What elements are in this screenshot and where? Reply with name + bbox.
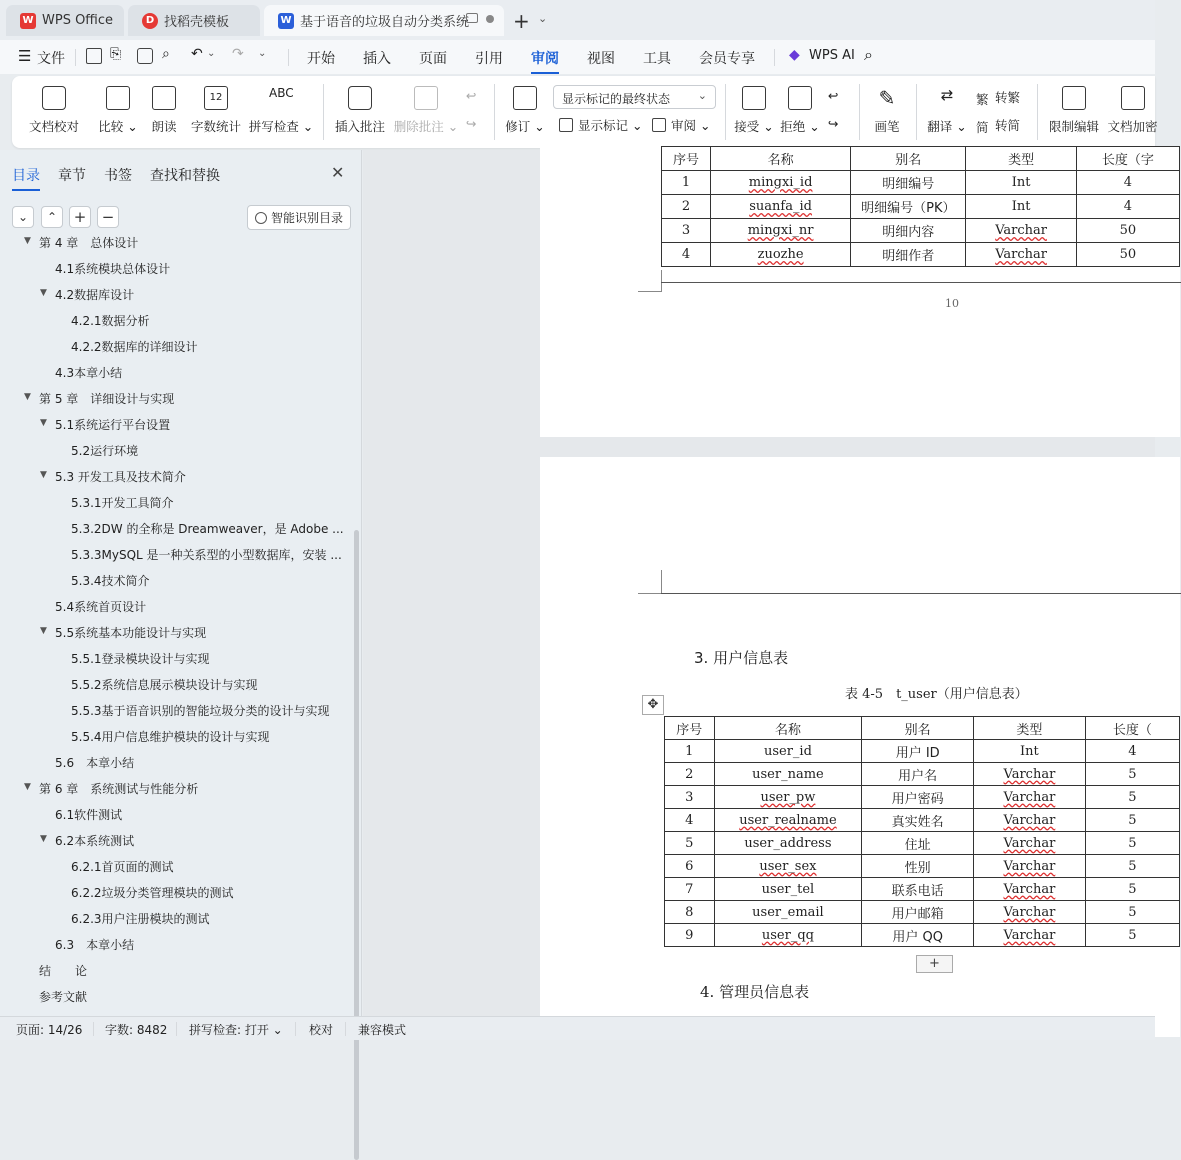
table-cell[interactable]: 50 bbox=[1076, 219, 1179, 243]
toc-item[interactable] bbox=[0, 983, 345, 1009]
export-icon[interactable]: ⎘ bbox=[110, 46, 122, 62]
toc-item-label: 6.2本系统测试 bbox=[55, 834, 135, 848]
table-cell[interactable]: 5 bbox=[1085, 786, 1179, 809]
table-move-handle-icon[interactable]: ✥ bbox=[642, 695, 664, 715]
toc-item[interactable] bbox=[0, 281, 345, 307]
tab-label: 找稻壳模板 bbox=[164, 15, 230, 30]
table-row bbox=[662, 195, 1180, 219]
table-row bbox=[662, 243, 1180, 267]
wps-logo-icon: W bbox=[20, 13, 36, 29]
table-cell[interactable]: Int bbox=[966, 171, 1076, 195]
proofread-icon bbox=[42, 86, 66, 110]
table-cell[interactable]: 明细编号 bbox=[851, 171, 966, 195]
previous-change-icon[interactable]: ↩ bbox=[828, 88, 839, 103]
table-cell[interactable]: Varchar bbox=[966, 219, 1076, 243]
status-bar bbox=[0, 1016, 1155, 1040]
reject-icon bbox=[788, 86, 812, 110]
toc-item-label: 5.4系统首页设计 bbox=[55, 600, 147, 614]
header-line bbox=[661, 593, 1181, 594]
chevron-down-icon: ⌄ bbox=[697, 89, 707, 102]
comment-add-icon bbox=[348, 86, 372, 110]
table-cell[interactable]: 3 bbox=[662, 219, 711, 243]
toc-item-label: 5.2运行环境 bbox=[71, 444, 139, 458]
menu-bar bbox=[0, 40, 1155, 74]
tab-bar bbox=[0, 0, 1155, 40]
table-header-row bbox=[665, 717, 1180, 740]
table-cell[interactable]: Varchar bbox=[974, 924, 1086, 947]
table-row bbox=[662, 219, 1180, 243]
table-cell[interactable]: 4 bbox=[665, 809, 715, 832]
toc-item-label: 5.1系统运行平台设置 bbox=[55, 418, 171, 432]
spell-check-icon: ABC bbox=[269, 86, 294, 100]
toc-item[interactable] bbox=[0, 567, 345, 593]
column-header[interactable]: 别名 bbox=[862, 717, 974, 740]
table-cell[interactable]: Varchar bbox=[974, 901, 1086, 924]
expand-arrow-icon[interactable]: ▼ bbox=[40, 418, 47, 428]
to-traditional-button[interactable]: 繁 转繁 bbox=[976, 90, 1021, 107]
table-cell[interactable]: 1 bbox=[665, 740, 715, 763]
restrict-editing-icon bbox=[1062, 86, 1086, 110]
doc-proofread-button[interactable]: 文档校对 bbox=[28, 76, 80, 148]
tab-toc[interactable]: 目录 bbox=[12, 165, 40, 185]
expand-arrow-icon[interactable]: ▼ bbox=[40, 626, 47, 636]
toc-item[interactable] bbox=[0, 307, 345, 333]
table-cell[interactable]: 真实姓名 bbox=[862, 809, 974, 832]
table-caption: 表 4-5 t_user（用户信息表） bbox=[845, 687, 1028, 702]
save-icon[interactable] bbox=[86, 48, 102, 64]
tab-label: 基于语音的垃圾自动分类系统 bbox=[300, 15, 470, 30]
translate-button[interactable]: ⇄ 翻译 ⌄ bbox=[927, 86, 967, 134]
spell-check-status[interactable]: 拼写检查: 打开 ⌄ bbox=[189, 1023, 283, 1037]
smart-toc-button[interactable]: 智能识别目录 bbox=[247, 205, 351, 230]
print-preview-icon[interactable]: ⌕ bbox=[162, 46, 170, 62]
table-cell[interactable]: 用户邮箱 bbox=[862, 901, 974, 924]
toc-item-label: 5.5.1登录模块设计与实现 bbox=[71, 652, 210, 666]
table-cell[interactable]: Varchar bbox=[974, 786, 1086, 809]
add-heading-icon[interactable]: + bbox=[69, 206, 91, 228]
table-cell[interactable]: user_email bbox=[714, 901, 862, 924]
table-cell[interactable]: user_realname bbox=[714, 809, 862, 832]
table-cell[interactable]: user_qq bbox=[714, 924, 862, 947]
table-cell[interactable]: mingxi_id bbox=[711, 171, 851, 195]
table-row bbox=[665, 763, 1180, 786]
read-aloud-button[interactable]: 朗读 bbox=[149, 76, 179, 148]
word-count[interactable]: 字数: 8482 bbox=[105, 1023, 168, 1037]
expand-arrow-icon[interactable]: ▼ bbox=[40, 288, 47, 298]
toc-list bbox=[0, 236, 355, 1016]
toc-item-label: 参考文献 bbox=[39, 990, 88, 1004]
toc-item[interactable] bbox=[0, 437, 345, 463]
toc-item[interactable] bbox=[0, 619, 345, 645]
doc-encrypt-icon bbox=[1121, 86, 1145, 110]
search-icon[interactable]: ⌕ bbox=[864, 45, 873, 64]
accept-button[interactable]: 接受 ⌄ bbox=[735, 76, 773, 148]
table-cell[interactable]: 2 bbox=[662, 195, 711, 219]
table-cell[interactable]: 5 bbox=[1085, 763, 1179, 786]
table-cell[interactable]: Varchar bbox=[974, 878, 1086, 901]
hamburger-icon[interactable]: ☰ bbox=[18, 47, 32, 65]
comment-delete-icon bbox=[414, 86, 438, 110]
toc-item-label: 6.3 本章小结 bbox=[55, 938, 135, 952]
table-cell[interactable]: zuozhe bbox=[711, 243, 851, 267]
column-header[interactable]: 长度（字 bbox=[1076, 147, 1179, 171]
simplified-icon: 简 bbox=[976, 120, 989, 135]
column-header[interactable]: 类型 bbox=[974, 717, 1086, 740]
column-header[interactable]: 序号 bbox=[662, 147, 711, 171]
table-cell[interactable]: 明细作者 bbox=[851, 243, 966, 267]
table-row bbox=[662, 171, 1180, 195]
expand-arrow-icon[interactable]: ▼ bbox=[24, 782, 31, 792]
toc-item[interactable] bbox=[0, 541, 345, 567]
toc-item[interactable] bbox=[0, 411, 345, 437]
table-cell[interactable]: 1 bbox=[662, 171, 711, 195]
table-cell[interactable]: 5 bbox=[665, 832, 715, 855]
toc-item-label: 5.3.4技术简介 bbox=[71, 574, 150, 588]
table-cell[interactable]: user_name bbox=[714, 763, 862, 786]
toc-item[interactable] bbox=[0, 957, 345, 983]
table-cell[interactable]: 2 bbox=[665, 763, 715, 786]
doc-encrypt-button[interactable]: 文档加密 bbox=[1110, 76, 1155, 148]
toc-item[interactable] bbox=[0, 905, 345, 931]
pen-icon: ✎ bbox=[878, 86, 896, 110]
review-pane-button[interactable]: 审阅 ⌄ bbox=[652, 116, 710, 134]
toc-item-label: 6.1软件测试 bbox=[55, 808, 123, 822]
toc-item[interactable] bbox=[0, 463, 345, 489]
toc-item[interactable] bbox=[0, 489, 345, 515]
section-heading: 4. 管理员信息表 bbox=[700, 983, 810, 1001]
table-cell[interactable]: suanfa_id bbox=[711, 195, 851, 219]
tab-bookmarks[interactable]: 书签 bbox=[104, 168, 132, 184]
toc-item-label: 4.2.2数据库的详细设计 bbox=[71, 340, 198, 354]
previous-comment-icon[interactable]: ↩ bbox=[466, 88, 477, 103]
redo-icon[interactable]: ↷ bbox=[232, 46, 244, 62]
table-cell[interactable]: Varchar bbox=[974, 809, 1086, 832]
section-heading: 3. 用户信息表 bbox=[694, 649, 789, 667]
accept-icon bbox=[742, 86, 766, 110]
table-cell[interactable]: 5 bbox=[1085, 901, 1179, 924]
table-cell[interactable]: 5 bbox=[1085, 878, 1179, 901]
toc-item[interactable] bbox=[0, 775, 345, 801]
monitor-icon[interactable] bbox=[466, 13, 478, 23]
menu-insert[interactable]: 插入 bbox=[363, 51, 391, 67]
toc-item-label: 5.3.1开发工具简介 bbox=[71, 496, 174, 510]
table-cell[interactable]: 住址 bbox=[862, 832, 974, 855]
table-cell[interactable]: user_pw bbox=[714, 786, 862, 809]
margin-mark bbox=[638, 270, 662, 292]
table-cell[interactable]: Varchar bbox=[966, 243, 1076, 267]
table-cell[interactable]: 明细编号（PK） bbox=[851, 195, 966, 219]
compare-icon bbox=[106, 86, 130, 110]
undo-dropdown-icon[interactable]: ⌄ bbox=[207, 48, 216, 59]
table-row bbox=[665, 924, 1180, 947]
tab-label: WPS Office bbox=[42, 13, 114, 28]
delete-comment-button[interactable]: 删除批注 ⌄ bbox=[396, 76, 456, 148]
table-row bbox=[665, 740, 1180, 763]
detail-table[interactable] bbox=[661, 146, 1180, 267]
table-cell[interactable]: 用户名 bbox=[862, 763, 974, 786]
table-cell[interactable]: 5 bbox=[1085, 924, 1179, 947]
table-row bbox=[665, 809, 1180, 832]
table-cell[interactable]: 50 bbox=[1076, 243, 1179, 267]
toc-item-label: 5.6 本章小结 bbox=[55, 756, 135, 770]
table-cell[interactable]: 9 bbox=[665, 924, 715, 947]
menu-view[interactable]: 视图 bbox=[587, 51, 615, 67]
markup-mode-select[interactable]: 显示标记的最终状态 ⌄ bbox=[553, 85, 716, 109]
toc-item[interactable] bbox=[0, 359, 345, 385]
revise-icon bbox=[513, 86, 537, 110]
compat-mode: 兼容模式 bbox=[358, 1023, 407, 1037]
writer-doc-icon: W bbox=[278, 13, 294, 29]
column-header[interactable]: 序号 bbox=[665, 717, 715, 740]
tab-wps-office[interactable] bbox=[6, 5, 124, 36]
page-previous bbox=[540, 146, 1180, 437]
margin-mark bbox=[638, 570, 662, 594]
expand-arrow-icon[interactable]: ▼ bbox=[24, 236, 31, 246]
restrict-editing-button[interactable]: 限制编辑 bbox=[1048, 76, 1100, 148]
table-row bbox=[665, 878, 1180, 901]
toc-item-label: 6.2.3用户注册模块的测试 bbox=[71, 912, 210, 926]
table-cell[interactable]: 明细内容 bbox=[851, 219, 966, 243]
table-cell[interactable]: 5 bbox=[1085, 832, 1179, 855]
menu-wps-ai[interactable]: WPS AI bbox=[809, 48, 855, 63]
expand-arrow-icon[interactable]: ▼ bbox=[40, 834, 47, 844]
toc-item-label: 5.5.2系统信息展示模块设计与实现 bbox=[71, 678, 258, 692]
column-header[interactable]: 长度（ bbox=[1085, 717, 1179, 740]
navigation-panel bbox=[0, 150, 362, 1016]
ribbon-review bbox=[12, 76, 1158, 148]
table-cell[interactable]: 4 bbox=[1076, 171, 1179, 195]
table-cell[interactable]: 4 bbox=[1076, 195, 1179, 219]
table-cell[interactable]: 4 bbox=[662, 243, 711, 267]
toc-item-label: 结 论 bbox=[39, 964, 88, 978]
unsaved-dot-icon[interactable] bbox=[486, 15, 494, 23]
column-header[interactable]: 别名 bbox=[851, 147, 966, 171]
toc-item[interactable] bbox=[0, 671, 345, 697]
table-row bbox=[665, 832, 1180, 855]
menu-page[interactable]: 页面 bbox=[419, 51, 447, 67]
toc-item[interactable] bbox=[0, 515, 345, 541]
toc-item-label: 第 6 章 系统测试与性能分析 bbox=[39, 782, 199, 796]
toc-item[interactable] bbox=[0, 801, 345, 827]
table-cell[interactable]: Varchar bbox=[974, 855, 1086, 878]
toc-item-label: 6.2.1首页面的测试 bbox=[71, 860, 174, 874]
toc-item-label: 6.2.2垃圾分类管理模块的测试 bbox=[71, 886, 234, 900]
print-icon[interactable] bbox=[137, 48, 153, 64]
to-simplified-button[interactable]: 简 转简 bbox=[976, 118, 1021, 135]
wps-ai-logo-icon: ◆ bbox=[789, 47, 800, 63]
next-change-icon[interactable]: ↪ bbox=[828, 116, 839, 131]
toc-item[interactable] bbox=[0, 879, 345, 905]
toc-item[interactable] bbox=[0, 385, 345, 411]
toc-item-label: 4.3本章小结 bbox=[55, 366, 123, 380]
tab-document[interactable] bbox=[264, 5, 504, 36]
insert-comment-button[interactable]: 插入批注 bbox=[334, 76, 386, 148]
column-header[interactable]: 名称 bbox=[714, 717, 862, 740]
close-icon[interactable]: ✕ bbox=[331, 163, 345, 182]
menu-tools[interactable]: 工具 bbox=[643, 51, 671, 67]
toc-item[interactable] bbox=[0, 697, 345, 723]
column-header[interactable]: 名称 bbox=[711, 147, 851, 171]
expand-arrow-icon[interactable]: ▼ bbox=[24, 392, 31, 402]
next-comment-icon[interactable]: ↪ bbox=[466, 116, 477, 131]
page-current bbox=[540, 457, 1180, 1037]
table-cell[interactable]: Varchar bbox=[974, 763, 1086, 786]
toc-item-label: 4.2数据库设计 bbox=[55, 288, 135, 302]
table-cell[interactable]: user_tel bbox=[714, 878, 862, 901]
show-markup-button[interactable]: 显示标记 ⌄ bbox=[559, 116, 642, 134]
tab-find-replace[interactable]: 查找和替换 bbox=[150, 168, 220, 184]
table-cell[interactable]: mingxi_nr bbox=[711, 219, 851, 243]
toc-item-label: 4.1系统模块总体设计 bbox=[55, 262, 171, 276]
table-row bbox=[665, 786, 1180, 809]
review-pane-icon bbox=[652, 118, 666, 132]
table-cell[interactable]: Int bbox=[966, 195, 1076, 219]
table-header-row bbox=[662, 147, 1180, 171]
word-count-button[interactable]: 12 字数统计 bbox=[190, 76, 242, 148]
table-cell[interactable]: 用户密码 bbox=[862, 786, 974, 809]
toc-item[interactable] bbox=[0, 749, 345, 775]
chevron-down-icon[interactable]: ⌄ bbox=[538, 12, 548, 25]
toc-item-label: 5.5.4用户信息维护模块的设计与实现 bbox=[71, 730, 270, 744]
toc-item[interactable] bbox=[0, 229, 345, 255]
menu-references[interactable]: 引用 bbox=[475, 51, 503, 67]
compare-button[interactable]: 比较 ⌄ bbox=[98, 76, 138, 148]
proofread-status[interactable]: 校对 bbox=[309, 1023, 334, 1037]
toc-item[interactable] bbox=[0, 853, 345, 879]
pen-button[interactable]: ✎ 画笔 bbox=[874, 86, 900, 134]
toc-item-label: 4.2.1数据分析 bbox=[71, 314, 150, 328]
new-tab-plus-icon[interactable]: + bbox=[513, 9, 530, 33]
spell-check-button[interactable]: ABC 拼写检查 ⌄ bbox=[248, 86, 314, 134]
table-cell[interactable]: 4 bbox=[1085, 740, 1179, 763]
toc-item-label: 5.5.3基于语音识别的智能垃圾分类的设计与实现 bbox=[71, 704, 330, 718]
toc-item[interactable] bbox=[0, 593, 345, 619]
toc-item[interactable] bbox=[0, 931, 345, 957]
user-table[interactable] bbox=[664, 716, 1180, 947]
table-cell[interactable]: Int bbox=[974, 740, 1086, 763]
toc-item-label: 5.5系统基本功能设计与实现 bbox=[55, 626, 207, 640]
page-indicator[interactable]: 页面: 14/26 bbox=[16, 1023, 83, 1037]
toc-item-label: 5.3.3MySQL 是一种关系型的小型数据库，安装 ... bbox=[71, 548, 342, 562]
expand-down-icon[interactable]: ⌄ bbox=[12, 206, 34, 228]
more-dropdown-icon[interactable]: ⌄ bbox=[258, 48, 267, 59]
table-cell[interactable]: 性别 bbox=[862, 855, 974, 878]
menu-home[interactable]: 开始 bbox=[307, 51, 335, 67]
table-cell[interactable]: user_sex bbox=[714, 855, 862, 878]
show-markup-icon bbox=[559, 118, 573, 132]
menu-membership[interactable]: 会员专享 bbox=[699, 51, 755, 67]
table-cell[interactable]: 7 bbox=[665, 878, 715, 901]
table-cell[interactable]: 5 bbox=[1085, 809, 1179, 832]
traditional-icon: 繁 bbox=[976, 92, 989, 107]
table-cell[interactable]: 6 bbox=[665, 855, 715, 878]
ai-icon bbox=[255, 212, 267, 224]
toc-item[interactable] bbox=[0, 827, 345, 853]
tab-chapters[interactable]: 章节 bbox=[58, 168, 86, 184]
template-logo-icon: D bbox=[142, 13, 158, 29]
column-header[interactable]: 类型 bbox=[966, 147, 1076, 171]
revise-button[interactable]: 修订 ⌄ bbox=[505, 76, 545, 148]
table-row bbox=[665, 901, 1180, 924]
toc-item[interactable] bbox=[0, 723, 345, 749]
toc-item[interactable] bbox=[0, 333, 345, 359]
toc-item-label: 第 4 章 总体设计 bbox=[39, 236, 139, 250]
toc-item-label: 5.3 开发工具及技术简介 bbox=[55, 470, 186, 484]
toc-item[interactable] bbox=[0, 645, 345, 671]
table-cell[interactable]: 3 bbox=[665, 786, 715, 809]
read-aloud-icon bbox=[152, 86, 176, 110]
table-cell[interactable]: 8 bbox=[665, 901, 715, 924]
toc-item-label: 5.3.2DW 的全称是 Dreamweaver，是 Adobe ... bbox=[71, 522, 344, 536]
table-cell[interactable]: Varchar bbox=[974, 832, 1086, 855]
document-canvas bbox=[363, 150, 1155, 1016]
remove-heading-icon[interactable]: − bbox=[97, 206, 119, 228]
table-row bbox=[665, 855, 1180, 878]
table-cell[interactable]: 用户 ID bbox=[862, 740, 974, 763]
tab-template[interactable] bbox=[128, 5, 260, 36]
table-cell[interactable]: 联系电话 bbox=[862, 878, 974, 901]
table-cell[interactable]: 用户 QQ bbox=[862, 924, 974, 947]
add-row-button[interactable]: + bbox=[916, 955, 953, 973]
table-cell[interactable]: user_address bbox=[714, 832, 862, 855]
footer-line bbox=[661, 282, 1181, 283]
undo-icon[interactable]: ↶ bbox=[191, 46, 203, 62]
collapse-up-icon[interactable]: ⌃ bbox=[41, 206, 63, 228]
menu-review[interactable]: 审阅 bbox=[531, 48, 559, 68]
table-cell[interactable]: 5 bbox=[1085, 855, 1179, 878]
word-count-icon: 12 bbox=[204, 86, 228, 110]
toc-item-label: 第 5 章 详细设计与实现 bbox=[39, 392, 175, 406]
table-cell[interactable]: user_id bbox=[714, 740, 862, 763]
menu-file[interactable]: 文件 bbox=[37, 51, 65, 67]
reject-button[interactable]: 拒绝 ⌄ bbox=[781, 76, 819, 148]
page-number: 10 bbox=[945, 297, 959, 310]
toc-scrollbar[interactable] bbox=[354, 530, 359, 1160]
expand-arrow-icon[interactable]: ▼ bbox=[40, 470, 47, 480]
translate-icon: ⇄ bbox=[940, 86, 954, 104]
toc-item[interactable] bbox=[0, 255, 345, 281]
